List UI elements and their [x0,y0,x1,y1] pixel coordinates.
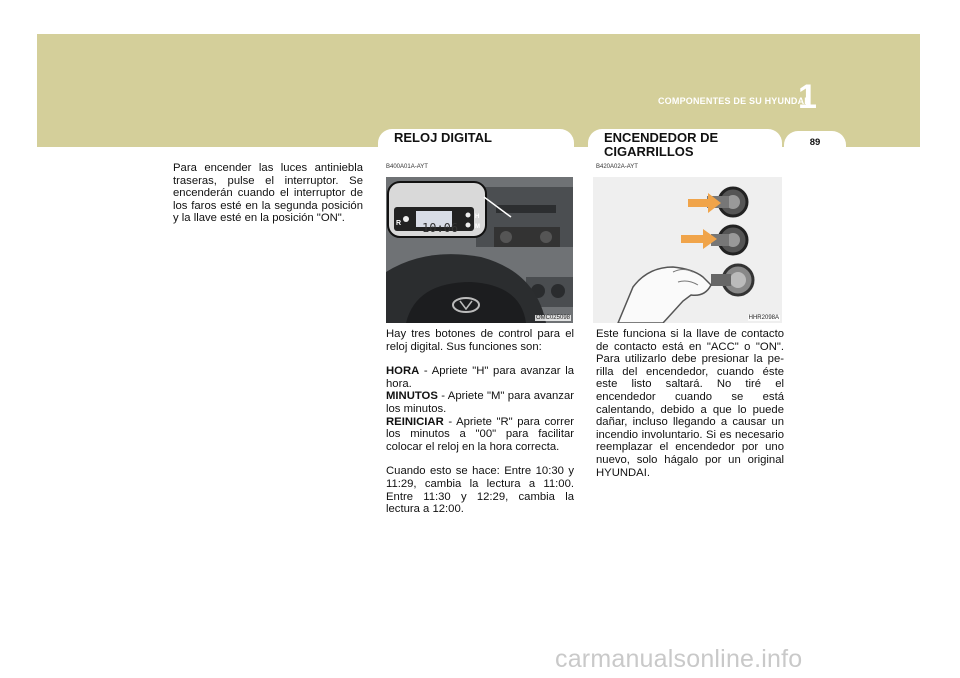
lighter-figure-code: HHR2098A [748,315,779,321]
chapter-number: 1 [798,78,817,116]
dashboard-illustration [386,177,573,323]
button-h-label: H [475,214,480,220]
item-text: - Apriete "M" para avanzar los minutos. [386,390,574,415]
lighter-figure [593,177,782,323]
section-title-lighter: ENCENDEDOR DE CIGARRILLOS [588,129,782,171]
clock-section-code: B400A01A-AYT [386,164,428,170]
lighter-illustration [593,177,782,323]
clock-note: Cuando esto se hace: Entre 10:30 y 11:29, cambia la lectura a 11:00. Entre 11:30 y 12:29, cambia la lectura a 12:00. [386,465,574,516]
item-text: - Apriete "R" para correr los minutos a "00" para facilitar colocar el reloj en la hora correcta. [386,415,574,453]
item-text: - Apriete "H" para avanzar la hora. [386,365,574,390]
lighter-section-code: B420A02A-AYT [596,164,638,170]
section-title-clock: RELOJ DIGITAL [378,129,574,148]
chapter-title: COMPONENTES DE SU HYUNDAI [657,96,807,106]
item-label: HORA [386,365,420,378]
clock-display: 10:06 [422,221,459,235]
fog-light-paragraph: Para encender las luces antiniebla traseras, pulse el interruptor. Se encenderán cuando el interruptor de los faros esté en la segunda posición y la llave esté en la posición "ON". [173,162,363,225]
clock-item-reiniciar [386,416,574,454]
clock-figure [386,177,573,323]
clock-figure-code: OMC025098 [535,315,570,321]
clock-intro: Hay tres botones de control para el reloj digital. Sus funciones son: [386,328,574,353]
item-label: REINICIAR [386,415,444,428]
button-m-label: M [475,224,480,230]
clock-item-hora [386,365,574,390]
item-label: MINUTOS [386,390,438,403]
lighter-paragraph: Este funciona si la llave de contacto de contacto está en "ACC" o "ON". Para utilizarlo debe presionar la pe-rilla del encendedor, cuando éste este listo saltará. No tiré el encendedor cuando se está calentando, debido a que lo puede dañar, incluso llegando a causar un incendio involuntario. Si es necesario reemplazar el encendedor por uno nuevo, solo hágalo por un original HYUNDAI. [596,328,784,479]
button-r-label: R [396,220,402,227]
page-number: 89 [784,131,846,156]
watermark: carmanualsonline.info [555,645,803,673]
clock-item-minutos [386,390,574,415]
clock-text [386,328,574,516]
